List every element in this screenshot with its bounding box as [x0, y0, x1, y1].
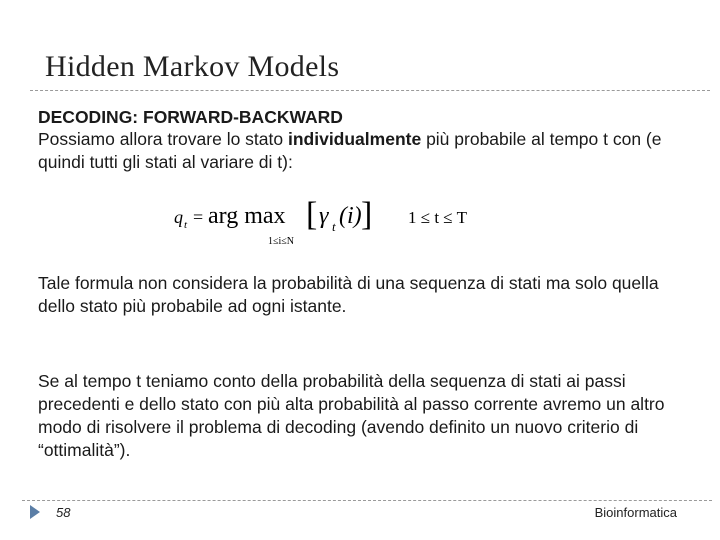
bullet-triangle-icon	[30, 505, 40, 519]
formula	[168, 196, 488, 252]
formula-bracket-left: [	[306, 196, 318, 233]
formula-gamma-arg: (i)	[339, 203, 362, 229]
formula-range: 1 ≤ t ≤ T	[408, 208, 467, 227]
paragraph-intro	[38, 128, 678, 174]
formula-lhs-var: q	[174, 207, 183, 227]
intro-text-start: Possiamo allora trovare lo stato	[38, 129, 288, 149]
slide-title: Hidden Markov Models	[45, 50, 340, 83]
formula-lhs-sub: t	[184, 219, 188, 231]
paragraph-note: Tale formula non considera la probabilità di una sequenza di stati ma solo quella dello stato più probabile ad ogni istante.	[38, 273, 659, 316]
intro-text-end: più probabile al tempo t con (e quindi tutti gli stati al variare di t):	[38, 129, 662, 172]
intro-bold-word: individualmente	[287, 129, 422, 149]
formula-under: 1≤i≤N	[268, 236, 294, 247]
page-number: 58	[56, 505, 71, 520]
footer-divider	[22, 500, 712, 501]
formula-gamma-sub: t	[332, 219, 336, 234]
formula-argmax: arg max	[208, 203, 286, 229]
footer-course-label: Bioinformatica	[594, 505, 677, 520]
title-divider	[30, 90, 710, 91]
formula-gamma: γ	[319, 203, 329, 229]
formula-bracket-right: ]	[361, 196, 373, 233]
formula-equals: =	[193, 207, 204, 227]
paragraph-extension: Se al tempo t teniamo conto della probabilità della sequenza di stati ai passi precedenti e dello stato con più alta probabilità al passo corrente avremo un altro modo di risolvere il problema di decoding (avendo definito un nuovo criterio di “ottimalità”).	[38, 371, 665, 460]
section-heading: DECODING: FORWARD-BACKWARD	[38, 107, 343, 127]
